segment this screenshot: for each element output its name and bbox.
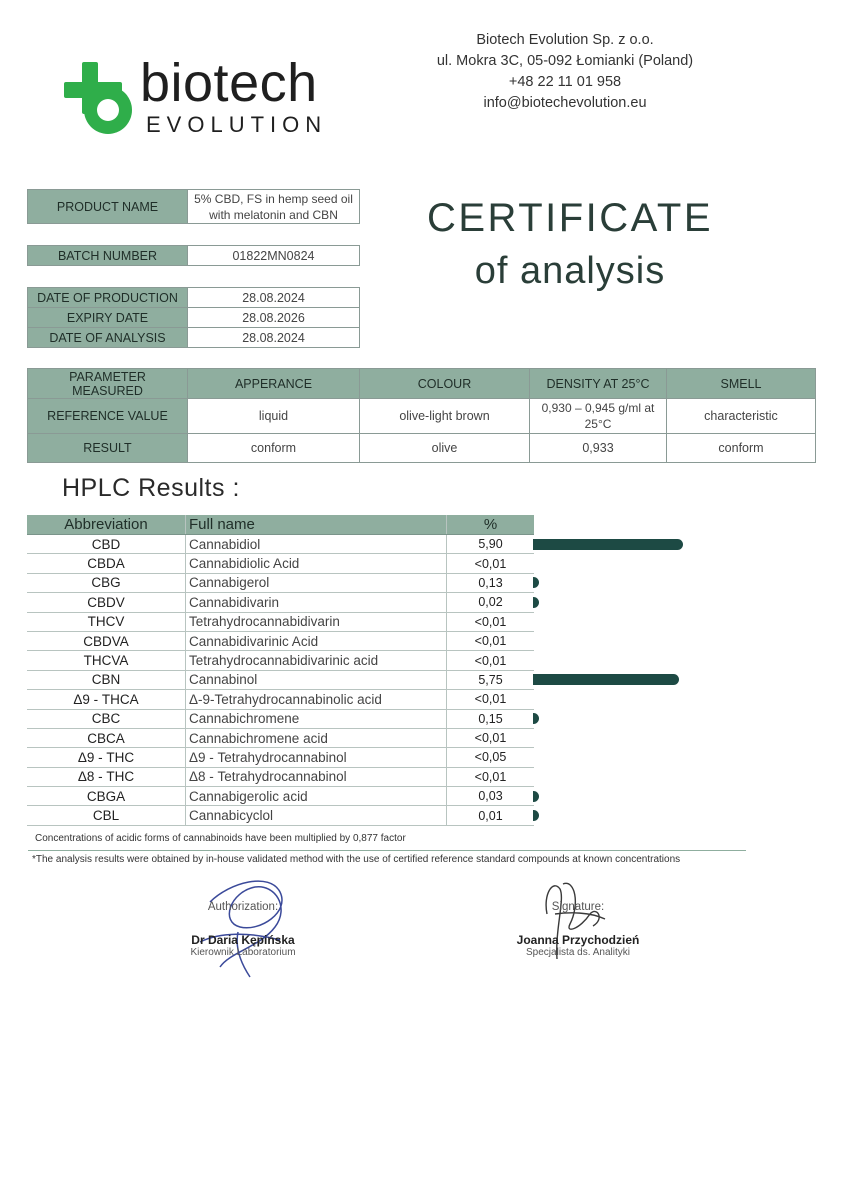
result-density: 0,933 [530,434,667,463]
params-header-cell: PARAMETER MEASURED [28,369,188,399]
hplc-row [27,748,534,767]
hplc-percent: <0,01 [447,631,535,650]
hplc-percent: <0,01 [447,690,535,709]
result-label: RESULT [28,434,188,463]
company-name: Biotech Evolution Sp. z o.o. [476,32,654,48]
hplc-full-name: Cannabidiolic Acid [186,554,447,573]
hplc-abbreviation: CBC [27,709,186,728]
signature-left [178,901,308,958]
hplc-percent: 0,01 [447,806,535,825]
hplc-percent: 0,02 [447,593,535,612]
hplc-bar [533,539,683,550]
hplc-row [27,593,534,612]
company-info [420,30,710,114]
hplc-bar [533,674,679,685]
analysis-value: 28.08.2024 [188,328,360,348]
batch-box [27,245,360,266]
hplc-row [27,787,534,806]
hplc-full-name: Tetrahydrocannabidivarinic acid [186,651,447,670]
params-header-cell: APPERANCE [188,369,360,399]
hplc-bar [533,577,539,588]
logo-subword: EVOLUTION [146,112,328,137]
hplc-bar [533,810,539,821]
acid-factor-note: Concentrations of acidic forms of cannabinoids have been multiplied by 0,877 factor [35,833,406,844]
hplc-full-name: Cannabigerolic acid [186,787,447,806]
hplc-abbreviation: Δ9 - THC [27,748,186,767]
hplc-abbreviation: CBD [27,535,186,554]
hplc-percent: <0,01 [447,728,535,747]
hplc-abbreviation: CBN [27,670,186,689]
hplc-full-name: Δ9 - Tetrahydrocannabinol [186,748,447,767]
reference-appearance: liquid [188,399,360,434]
hplc-row [27,690,534,709]
hplc-full-name: Cannabidiol [186,535,447,554]
parameters-table [27,368,816,463]
hplc-abbreviation: THCV [27,612,186,631]
expiry-label: EXPIRY DATE [28,308,188,328]
hplc-percent: <0,01 [447,554,535,573]
hplc-full-name: Cannabigerol [186,573,447,592]
result-colour: olive [360,434,530,463]
hplc-full-name: Cannabichromene acid [186,728,447,747]
hplc-full-name: Δ-9-Tetrahydrocannabinolic acid [186,690,447,709]
hplc-percent: 0,13 [447,573,535,592]
production-label: DATE OF PRODUCTION [28,288,188,308]
hplc-full-name: Δ8 - Tetrahydrocannabinol [186,767,447,786]
hplc-full-name: Cannabichromene [186,709,447,728]
hplc-row [27,651,534,670]
signature-right-label: Signature: [551,901,605,913]
company-address: ul. Mokra 3C, 05-092 Łomianki (Poland) [436,53,694,69]
certificate-title: CERTIFICATE [426,196,714,240]
hplc-row [27,670,534,689]
result-appearance: conform [188,434,360,463]
product-name-line-2: with melatonin and CBN [209,207,338,222]
expiry-value: 28.08.2026 [188,308,360,328]
signature-right-role: Specjalista ds. Analityki [526,947,630,958]
hplc-abbreviation: Δ8 - THC [27,767,186,786]
params-header-cell: SMELL [667,369,816,399]
hplc-abbreviation: CBCA [27,728,186,747]
hplc-row [27,573,534,592]
hplc-full-name: Cannabicyclol [186,806,447,825]
dates-box [27,287,360,348]
brand-logo-icon [64,62,144,142]
hplc-percent: 5,75 [447,670,535,689]
hplc-table [27,515,534,826]
params-header-cell: COLOUR [360,369,530,399]
hplc-abbreviation: CBL [27,806,186,825]
batch-value: 01822MN0824 [188,246,360,266]
reference-label: REFERENCE VALUE [28,399,188,434]
signature-right-name: Joanna Przychodzień [516,933,640,947]
reference-density: 0,930 – 0,945 g/ml at 25°C [530,399,667,434]
hplc-full-name: Cannabinol [186,670,447,689]
hplc-row [27,554,534,573]
hplc-row [27,806,534,825]
result-smell: conform [667,434,816,463]
analysis-label: DATE OF ANALYSIS [28,328,188,348]
signature-left-label: Authorization: [207,901,279,913]
divider [28,850,746,851]
hplc-header-abbreviation: Abbreviation [27,515,186,535]
hplc-row [27,709,534,728]
hplc-full-name: Cannabidivarin [186,593,447,612]
hplc-row [27,631,534,650]
company-email[interactable]: info@biotechevolution.eu [483,95,647,111]
logo-wordmark: biotech [140,53,318,113]
hplc-percent: 5,90 [447,535,535,554]
hplc-abbreviation: CBG [27,573,186,592]
hplc-percent: <0,01 [447,612,535,631]
signature-left-role: Kierownik Laboratorium [190,947,296,958]
hplc-abbreviation: CBDV [27,593,186,612]
hplc-row [27,767,534,786]
signature-right [508,901,648,958]
hplc-percent: 0,15 [447,709,535,728]
reference-smell: characteristic [667,399,816,434]
params-header-cell: DENSITY AT 25°C [530,369,667,399]
certificate-subtitle: of analysis [474,250,666,292]
hplc-row [27,535,534,554]
method-note: *The analysis results were obtained by in-house validated method with the use of certified reference standard compounds at known concentrations [32,854,681,865]
product-name-value [188,190,360,224]
batch-label: BATCH NUMBER [28,246,188,266]
hplc-abbreviation: Δ9 - THCA [27,690,186,709]
hplc-abbreviation: CBDA [27,554,186,573]
product-name-box [27,189,360,224]
hplc-row [27,728,534,747]
hplc-percent: <0,01 [447,767,535,786]
hplc-bar [533,597,539,608]
company-phone: +48 22 11 01 958 [508,74,622,90]
hplc-percent: <0,01 [447,651,535,670]
hplc-abbreviation: CBGA [27,787,186,806]
hplc-title: HPLC Results : [62,474,240,502]
hplc-percent: <0,05 [447,748,535,767]
hplc-header-fullname: Full name [186,515,447,535]
hplc-header-percent: % [447,515,535,535]
hplc-abbreviation: CBDVA [27,631,186,650]
product-name-label: PRODUCT NAME [28,190,188,224]
hplc-abbreviation: THCVA [27,651,186,670]
hplc-bar [533,713,539,724]
hplc-row [27,612,534,631]
signature-left-name: Dr Daria Kępińska [191,933,295,947]
hplc-full-name: Cannabidivarinic Acid [186,631,447,650]
product-name-line-1: 5% CBD, FS in hemp seed oil [194,191,353,206]
reference-colour: olive-light brown [360,399,530,434]
production-value: 28.08.2024 [188,288,360,308]
hplc-percent: 0,03 [447,787,535,806]
hplc-full-name: Tetrahydrocannabidivarin [186,612,447,631]
hplc-bar [533,791,539,802]
